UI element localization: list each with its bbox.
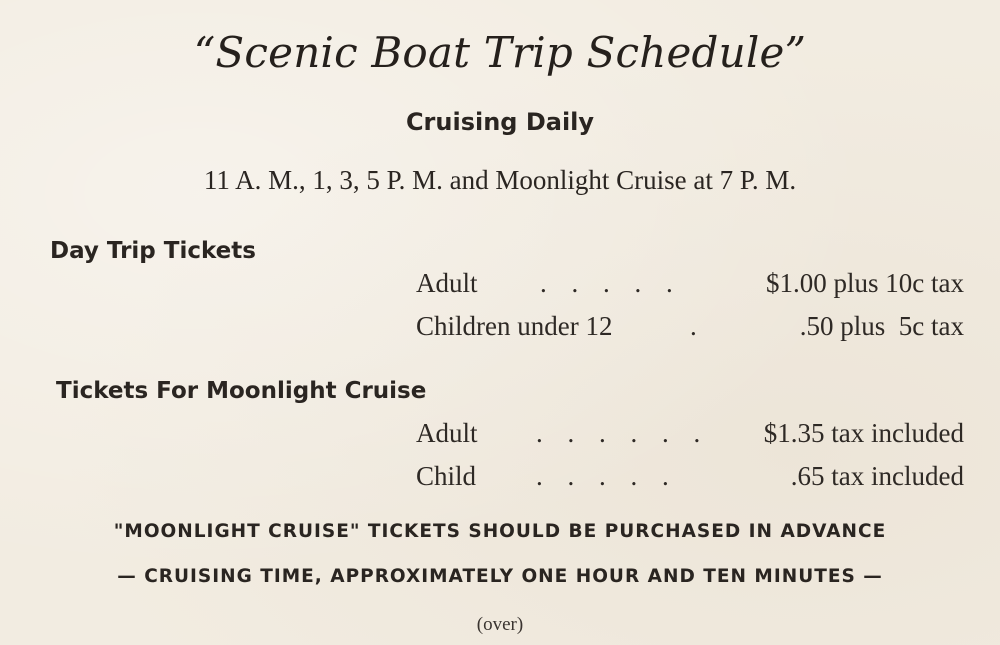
cruising-daily-heading: Cruising Daily — [405, 108, 595, 136]
day-adult-dots: . . . . . — [540, 268, 682, 298]
day-adult-price: $1.00 plus 10c tax — [766, 268, 964, 298]
moon-adult-label: Adult — [416, 418, 478, 448]
departure-times: 11 A. M., 1, 3, 5 P. M. and Moonlight Cruise at 7 P. M. — [203, 165, 797, 195]
moon-adult-dots: . . . . . . — [536, 418, 710, 448]
cruising-time-notice: — CRUISING TIME, APPROXIMATELY ONE HOUR AND TEN MINUTES — — [117, 566, 883, 587]
advance-purchase-notice: "MOONLIGHT CRUISE" TICKETS SHOULD BE PURCHASED IN ADVANCE — [113, 521, 887, 542]
moon-child-price: .65 tax included — [790, 461, 964, 491]
moon-child-dots: . . . . . — [536, 461, 678, 491]
day-children-dots: . — [690, 311, 706, 341]
day-adult-label: Adult — [416, 268, 478, 298]
day-children-label: Children under 12 — [416, 311, 613, 341]
over-note: (over) — [476, 614, 524, 635]
moonlight-heading: Tickets For Moonlight Cruise — [56, 378, 427, 404]
day-trip-heading: Day Trip Tickets — [50, 238, 256, 264]
page-title: “Scenic Boat Trip Schedule” — [193, 28, 807, 77]
moon-adult-price: $1.35 tax included — [763, 418, 964, 448]
day-children-price: .50 plus 5c tax — [799, 311, 964, 341]
moon-child-label: Child — [416, 461, 477, 491]
